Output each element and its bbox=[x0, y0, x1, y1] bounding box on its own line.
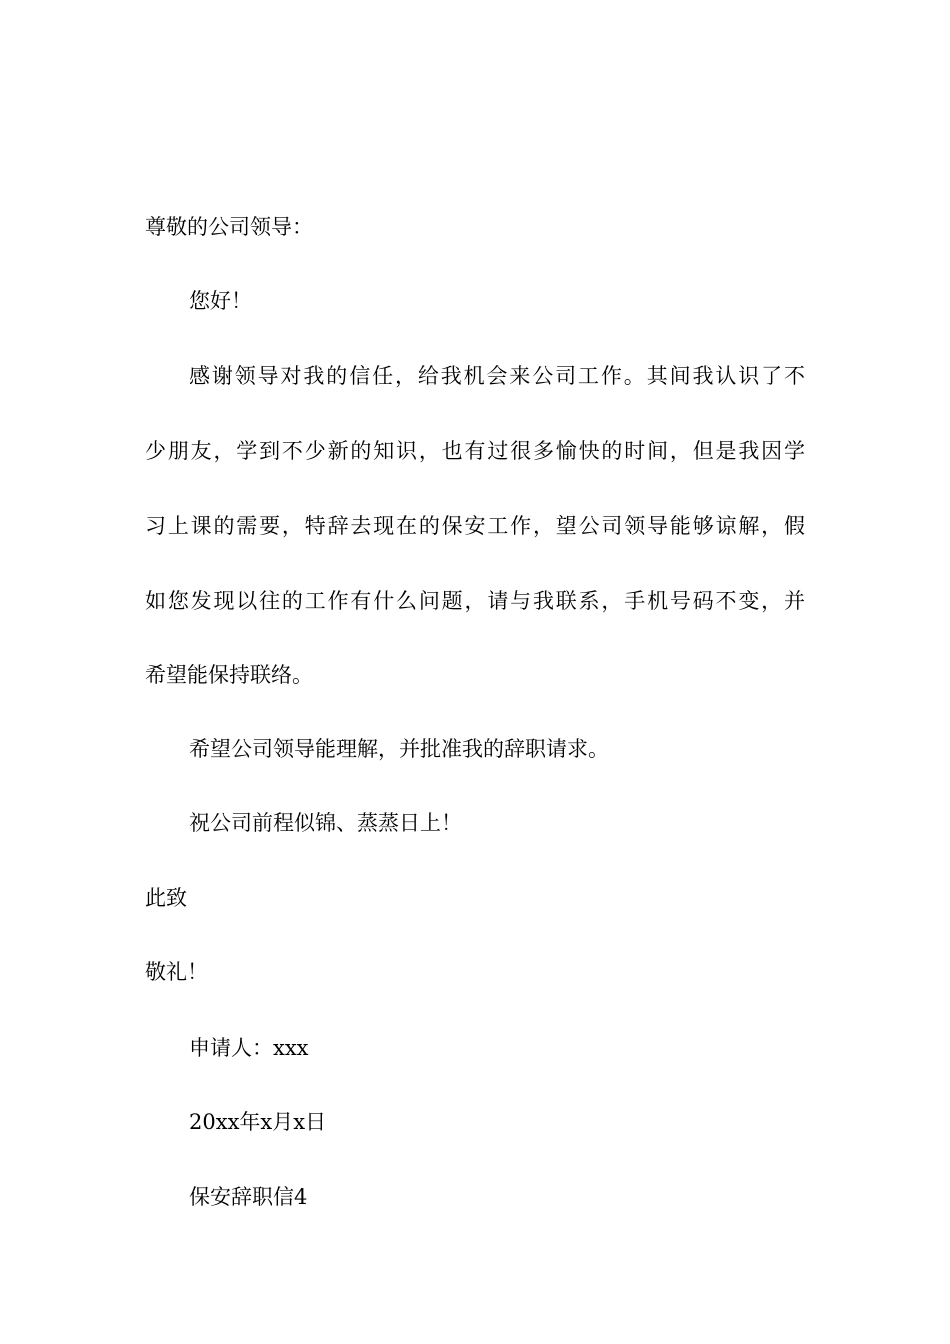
body-line-3: 习上课的需要，特辞去现在的保安工作，望公司领导能够谅解，假 bbox=[145, 514, 805, 538]
applicant-line: 申请人：xxx bbox=[189, 1036, 309, 1060]
body-line-4: 如您发现以往的工作有什么问题，请与我联系，手机号码不变，并 bbox=[145, 589, 805, 613]
next-section-heading: 保安辞职信4 bbox=[189, 1185, 308, 1209]
closing-ci-zhi: 此致 bbox=[145, 886, 187, 910]
request-line: 希望公司领导能理解，并批准我的辞职请求。 bbox=[189, 737, 609, 761]
body-line-1: 感谢领导对我的信任，给我机会来公司工作。其间我认识了不 bbox=[189, 364, 805, 388]
body-line-5: 希望能保持联络。 bbox=[145, 663, 313, 687]
greeting: 您好！ bbox=[189, 289, 252, 313]
date-line: 20xx年x月x日 bbox=[189, 1110, 327, 1134]
body-line-2: 少朋友，学到不少新的知识，也有过很多愉快的时间，但是我因学 bbox=[145, 439, 805, 463]
closing-jing-li: 敬礼！ bbox=[145, 960, 208, 984]
wishes-line: 祝公司前程似锦、蒸蒸日上！ bbox=[189, 811, 462, 835]
salutation: 尊敬的公司领导： bbox=[145, 215, 313, 239]
